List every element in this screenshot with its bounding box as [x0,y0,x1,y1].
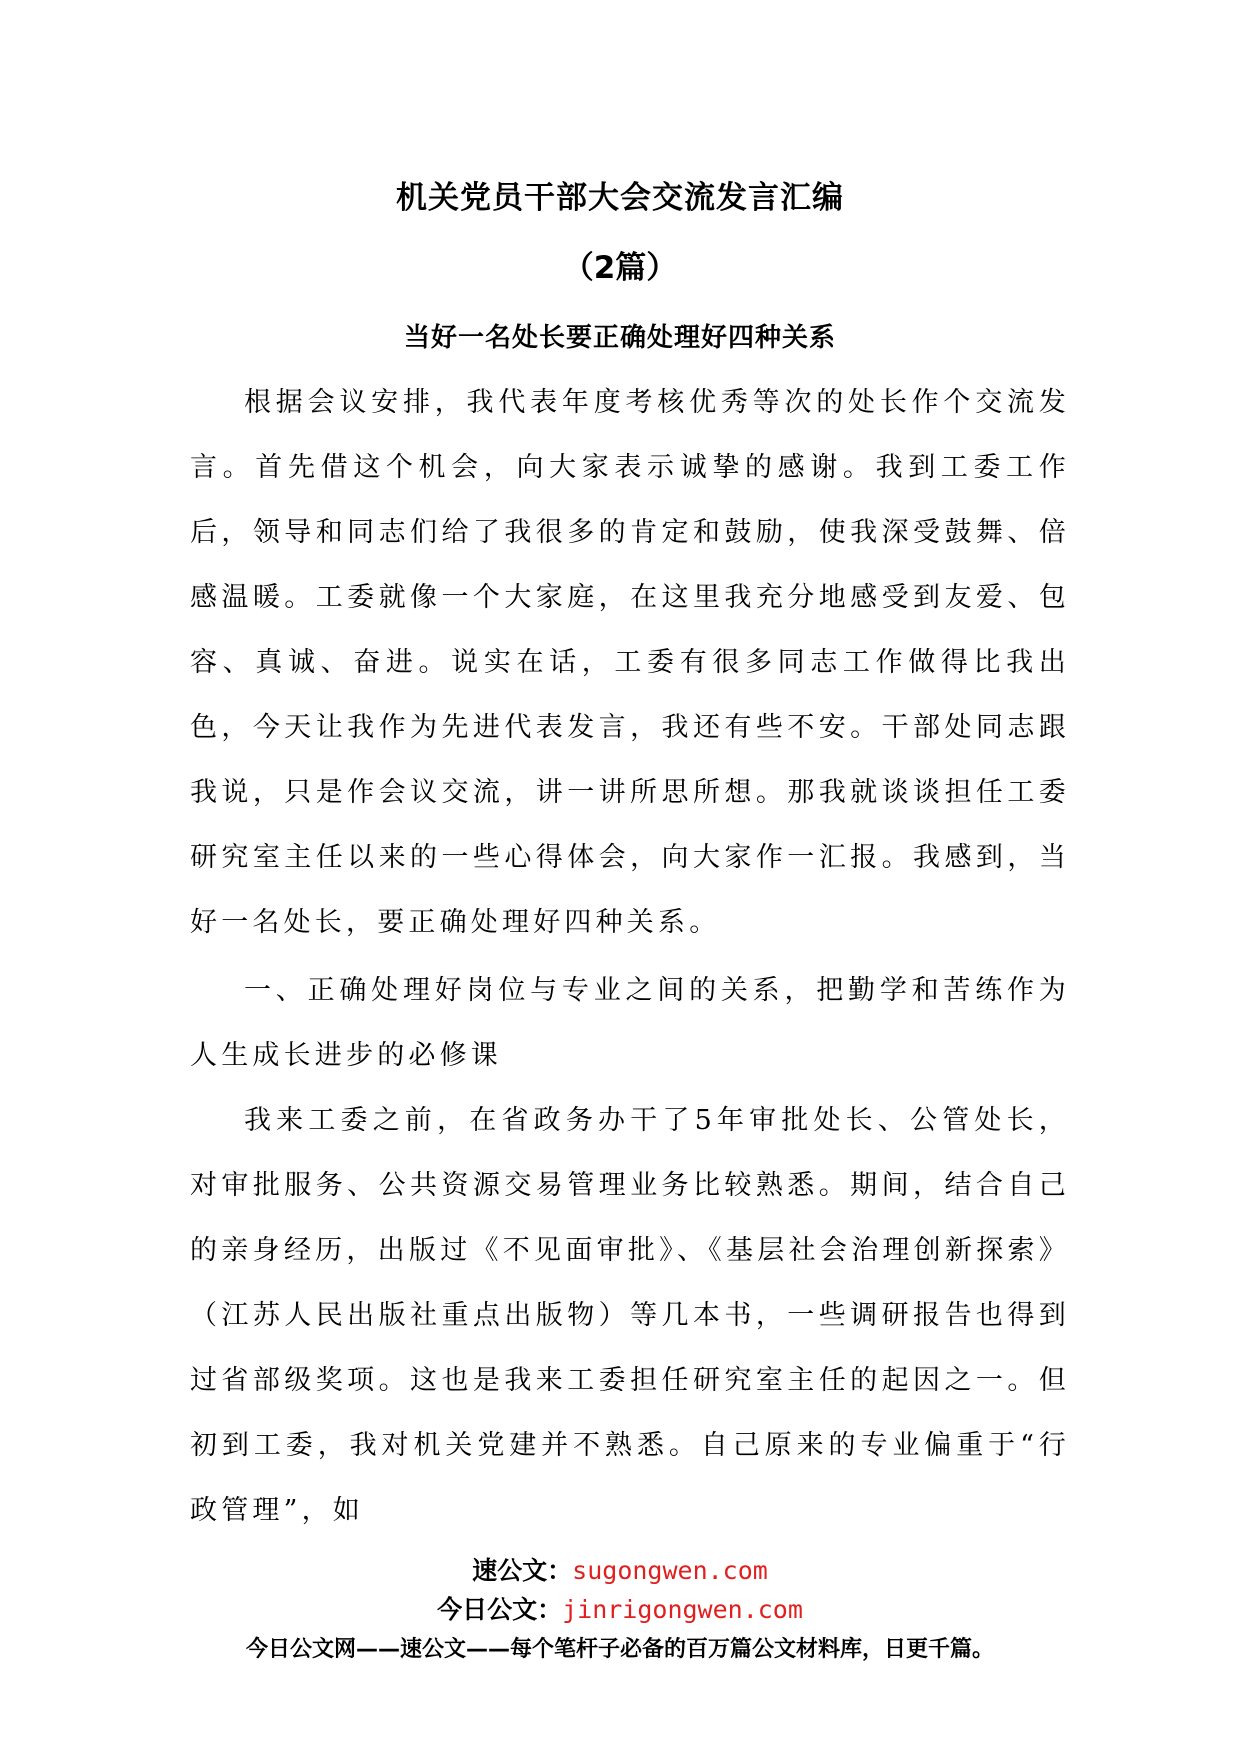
paragraph-intro: 根据会议安排，我代表年度考核优秀等次的处长作个交流发言。首先借这个机会，向大家表示诚挚的感谢。我到工委工作后，领导和同志们给了我很多的肯定和鼓励，使我深受鼓舞、倍感温暖。工委就像一个大家庭，在这里我充分地感受到友爱、包容、真诚、奋进。说实在话，工委有很多同志工作做得比我出色，今天让我作为先进代表发言，我还有些不安。干部处同志跟我说，只是作会议交流，讲一讲所思所想。那我就谈谈担任工委研究室主任以来的一些心得体会，向大家作一汇报。我感到，当好一名处长，要正确处理好四种关系。 [190,387,1070,938]
footer-label: 今日公文： [437,1595,563,1624]
footer-label: 速公文： [472,1556,573,1585]
document-title: 机关党员干部大会交流发言汇编 [396,180,844,216]
document-subtitle: （2篇） [562,250,678,286]
footer-slogan: 今日公文网——速公文——每个笔杆子必备的百万篇公文材料库，日更千篇。 [245,1637,994,1662]
footer-line-jinrigongwen [0,1590,1240,1626]
footer-link-sugongwen[interactable]: sugongwen.com [572,1556,768,1585]
section-title: 当好一名处长要正确处理好四种关系 [403,323,836,353]
footer-line-sugongwen [0,1551,1240,1587]
paragraph-heading-one: 一、正确处理好岗位与专业之间的关系，把勤学和苦练作为人生成长进步的必修课 [190,975,1070,1071]
footer-link-jinrigongwen[interactable]: jinrigongwen.com [562,1595,803,1624]
paragraph-body: 我来工委之前，在省政务办干了5年审批处长、公管处长，对审批服务、公共资源交易管理业务比较熟悉。期间，结合自己的亲身经历，出版过《不见面审批》、《基层社会治理创新探索》（江苏人民出版社重点出版物）等几本书，一些调研报告也得到过省部级奖项。这也是我来工委担任研究室主任的起因之一。但初到工委，我对机关党建并不熟悉。自己原来的专业偏重于“行政管理”，如 [190,1105,1070,1526]
